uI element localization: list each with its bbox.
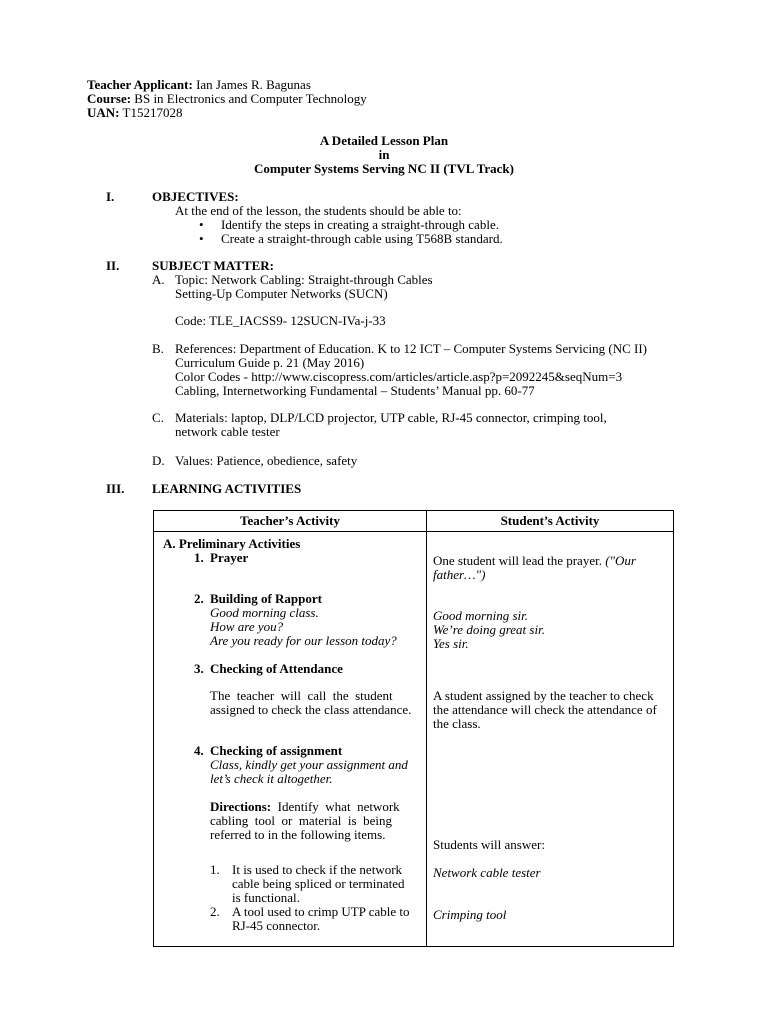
subject-b-line1: References: Department of Education. K to 12 ICT – Computer Systems Servicing (NC II) — [175, 341, 647, 356]
question-1-line3: is functional. — [232, 890, 300, 905]
question-1-number: 1. — [210, 862, 220, 877]
teacher-activity-header: Teacher’s Activity — [154, 511, 427, 532]
objectives-intro: At the end of the lesson, the students should be able to: — [175, 203, 462, 218]
attendance-student-line3: the class. — [433, 716, 481, 731]
uan-label: UAN: — [87, 105, 120, 120]
student-activity-header: Student’s Activity — [427, 511, 674, 532]
subject-c-line2: network cable tester — [175, 424, 280, 439]
uan-line — [87, 106, 182, 120]
subject-a-topic: Topic: Network Cabling: Straight-through Cables — [175, 272, 433, 287]
course-label: Course: — [87, 91, 132, 106]
title-line1: A Detailed Lesson Plan — [319, 133, 449, 148]
rapport-teacher-line1: Good morning class. — [210, 605, 319, 620]
subject-a-code: Code: TLE_IACSS9- 12SUCN-IVa-j-33 — [175, 313, 386, 328]
answer-2: Crimping tool — [433, 907, 507, 922]
assignment-heading: Checking of assignment — [210, 743, 343, 758]
assignment-teacher-line2: let’s check it altogether. — [210, 771, 333, 786]
question-1-line2: cable being spliced or terminated — [232, 876, 405, 891]
directions-label: Directions: — [210, 799, 272, 814]
subject-b-line2: Curriculum Guide p. 21 (May 2016) — [175, 355, 365, 370]
rapport-number: 2. — [194, 591, 204, 606]
preliminary-activities-heading: A. Preliminary Activities — [163, 536, 301, 551]
directions-text: Identify what network — [271, 799, 400, 814]
attendance-heading: Checking of Attendance — [210, 661, 343, 676]
subject-b-line4: Cabling, Internetworking Fundamental – Students’ Manual pp. 60-77 — [175, 383, 535, 398]
subject-matter-number: II. — [106, 258, 120, 273]
subject-c-letter: C. — [152, 410, 164, 425]
subject-a-letter: A. — [152, 272, 165, 287]
question-2-number: 2. — [210, 904, 220, 919]
prayer-student-line1 — [433, 554, 636, 568]
directions-line3: referred to in the following items. — [210, 827, 386, 842]
teacher-applicant-value: Ian James R. Bagunas — [192, 77, 311, 92]
question-2-line2: RJ-45 connector. — [232, 918, 321, 933]
assignment-teacher-line1: Class, kindly get your assignment and — [210, 757, 408, 772]
attendance-student-line2: the attendance will check the attendance of — [433, 702, 657, 717]
assignment-number: 4. — [194, 743, 204, 758]
answer-1: Network cable tester — [433, 865, 541, 880]
objectives-heading: OBJECTIVES: — [152, 189, 239, 204]
rapport-student-line1: Good morning sir. — [433, 608, 528, 623]
learning-activities-number: III. — [106, 481, 125, 496]
rapport-teacher-line2: How are you? — [210, 619, 284, 634]
question-2-line1: A tool used to crimp UTP cable to — [232, 904, 410, 919]
title-line2: in — [378, 147, 390, 162]
prayer-heading: Prayer — [210, 550, 249, 565]
subject-d-letter: D. — [152, 453, 165, 468]
objectives-number: I. — [106, 189, 115, 204]
student-activity-cell — [427, 532, 674, 947]
rapport-heading: Building of Rapport — [210, 591, 322, 606]
course-line — [87, 92, 367, 106]
table-header-row — [154, 511, 674, 532]
course-value: BS in Electronics and Computer Technology — [131, 91, 367, 106]
rapport-student-line3: Yes sir. — [433, 636, 469, 651]
prayer-student-text: One student will lead the prayer. — [433, 553, 606, 568]
subject-b-line3: Color Codes - http://www.ciscopress.com/articles/article.asp?p=2092245&seqNum=3 — [175, 369, 623, 384]
teacher-activity-cell — [154, 532, 427, 947]
teacher-applicant-label: Teacher Applicant: — [87, 77, 193, 92]
objective-item-1: Identify the steps in creating a straight-through cable. — [221, 217, 499, 232]
objective-bullet-2: • — [199, 231, 204, 246]
uan-value: T15217028 — [119, 105, 183, 120]
subject-d-values: Values: Patience, obedience, safety — [175, 453, 358, 468]
learning-activities-table — [153, 510, 674, 947]
prayer-student-quote: ("Our — [605, 553, 636, 568]
directions-line1 — [210, 800, 400, 814]
prayer-number: 1. — [194, 550, 204, 565]
rapport-teacher-line3: Are you ready for our lesson today? — [210, 633, 397, 648]
attendance-teacher-line2: assigned to check the class attendance. — [210, 702, 412, 717]
prayer-student-line2: father…") — [433, 567, 486, 582]
subject-a-subtopic: Setting-Up Computer Networks (SUCN) — [175, 286, 388, 301]
table-body-row — [154, 532, 674, 947]
subject-matter-heading: SUBJECT MATTER: — [152, 258, 274, 273]
title-line3: Computer Systems Serving NC II (TVL Track) — [253, 161, 514, 176]
students-will-answer: Students will answer: — [433, 837, 545, 852]
rapport-student-line2: We’re doing great sir. — [433, 622, 545, 637]
attendance-number: 3. — [194, 661, 204, 676]
objective-bullet-1: • — [199, 217, 204, 232]
directions-line2: cabling tool or material is being — [210, 813, 392, 828]
subject-c-line1: Materials: laptop, DLP/LCD projector, UTP cable, RJ-45 connector, crimping tool, — [175, 410, 607, 425]
teacher-applicant-line — [87, 78, 311, 92]
question-1-line1: It is used to check if the network — [232, 862, 403, 877]
attendance-teacher-line1: The teacher will call the student — [210, 688, 393, 703]
objective-item-2: Create a straight-through cable using T568B standard. — [221, 231, 503, 246]
attendance-student-line1: A student assigned by the teacher to check — [433, 688, 654, 703]
learning-activities-heading: LEARNING ACTIVITIES — [152, 481, 302, 496]
subject-b-letter: B. — [152, 341, 164, 356]
